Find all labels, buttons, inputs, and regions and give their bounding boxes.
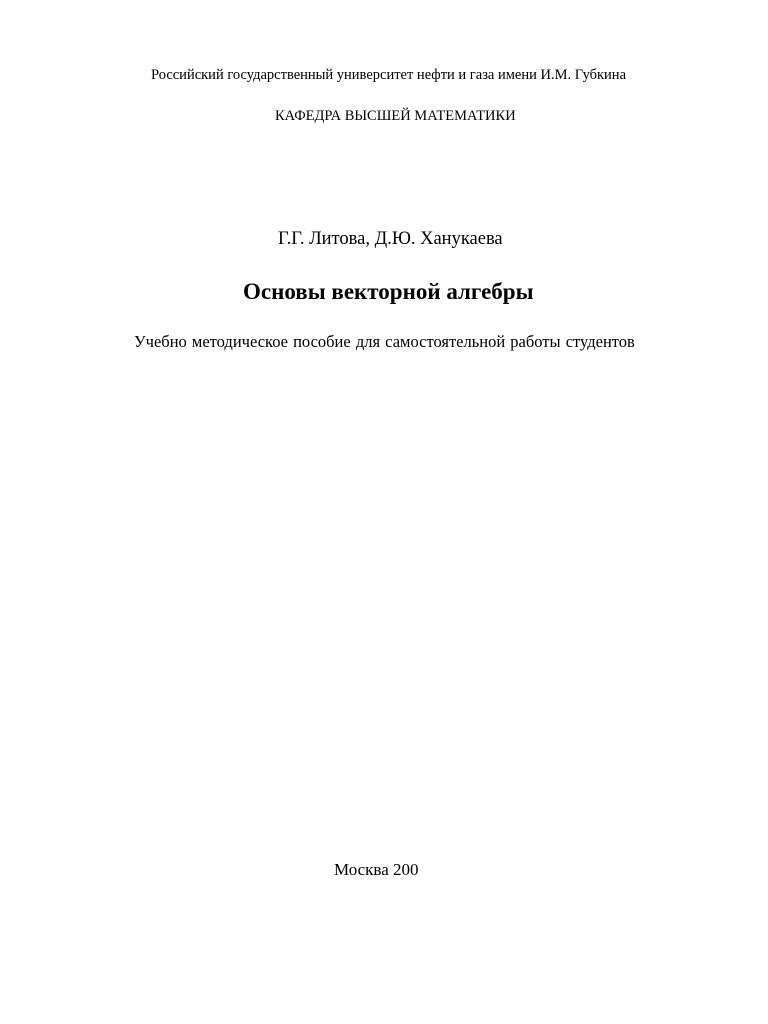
department-name: КАФЕДРА ВЫСШЕЙ МАТЕМАТИКИ	[275, 108, 516, 124]
document-subtitle: Учебно методическое пособие для самостоятельной работы студентов	[134, 332, 635, 351]
authors: Г.Г. Литова, Д.Ю. Ханукаева	[278, 229, 503, 249]
document-title: Основы векторной алгебры	[243, 279, 534, 304]
university-name: Российский государственный университет нефти и газа имени И.М. Губкина	[151, 67, 627, 83]
city-year: Москва 200	[334, 860, 419, 879]
